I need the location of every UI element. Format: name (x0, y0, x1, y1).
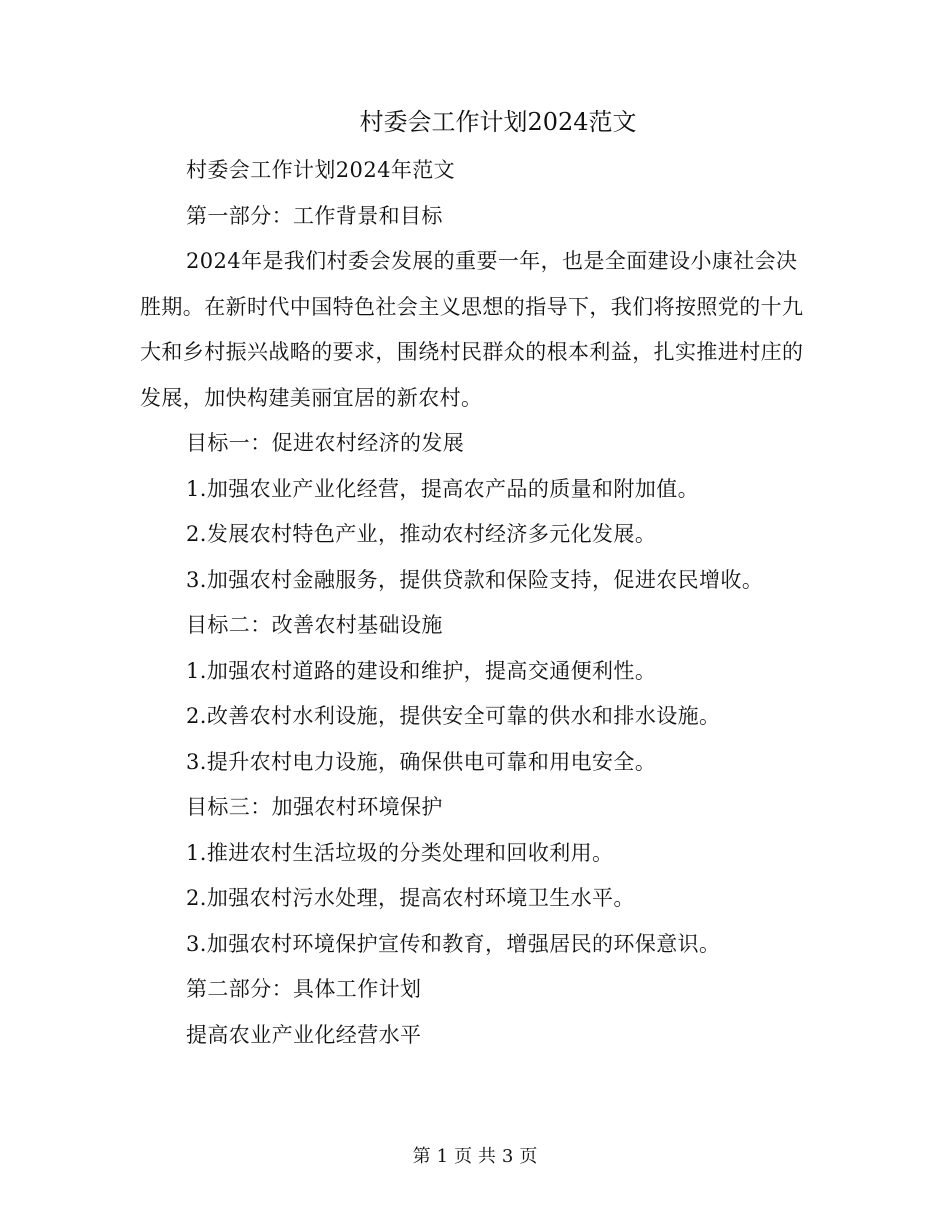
plan-item-heading: 提高农业产业化经营水平 (186, 1022, 422, 1047)
page-footer (0, 1143, 950, 1171)
section-heading-part-one: 第一部分：工作背景和目标 (186, 203, 443, 228)
goal-one-item-2: 2.发展农村特色产业，推动农村经济多元化发展。 (186, 522, 657, 546)
goal-three-heading: 目标三：加强农村环境保护 (186, 795, 443, 819)
goal-three-item-3: 3.加强农村环境保护宣传和教育，增强居民的环保意识。 (186, 931, 721, 956)
goal-two-item-1: 1.加强农村道路的建设和维护，提高交通便利性。 (186, 658, 657, 683)
goal-two-heading: 目标二：改善农村基础设施 (186, 613, 443, 637)
subtitle-paragraph: 村委会工作计划2024年范文 (186, 158, 456, 182)
goal-two-item-3: 3.提升农村电力设施，确保供电可靠和用电安全。 (186, 749, 657, 774)
footer-middle: 页 共 (454, 1146, 496, 1167)
goal-three-item-2: 2.加强农村污水处理，提高农村环境卫生水平。 (186, 886, 635, 910)
footer-suffix: 页 (519, 1146, 538, 1167)
goal-one-item-1: 1.加强农业产业化经营，提高农产品的质量和附加值。 (186, 476, 700, 501)
goal-one-item-3: 3.加强农村金融服务，提供贷款和保险支持，促进农民增收。 (186, 567, 764, 592)
goal-three-item-1: 1.推进农村生活垃圾的分类处理和回收利用。 (186, 840, 614, 865)
section-heading-part-two: 第二部分：具体工作计划 (186, 977, 422, 1001)
footer-page-number: 1 (436, 1146, 449, 1167)
footer-prefix: 第 (412, 1146, 431, 1167)
background-paragraph: 2024年是我们村委会发展的重要一年，也是全面建设小康社会决胜期。在新时代中国特色社会主义思想的指导下，我们将按照党的十九大和乡村振兴战略的要求，围绕村民群众的根本利益，扎实推进村庄的发展，加快构建美丽宜居的新农村。 (140, 249, 804, 410)
goal-one-heading: 目标一：促进农村经济的发展 (186, 431, 465, 455)
document-body (140, 148, 810, 1058)
footer-total-pages: 3 (501, 1146, 514, 1167)
document-title: 村委会工作计划2024范文 (359, 108, 637, 136)
goal-two-item-2: 2.改善农村水利设施，提供安全可靠的供水和排水设施。 (186, 704, 721, 728)
